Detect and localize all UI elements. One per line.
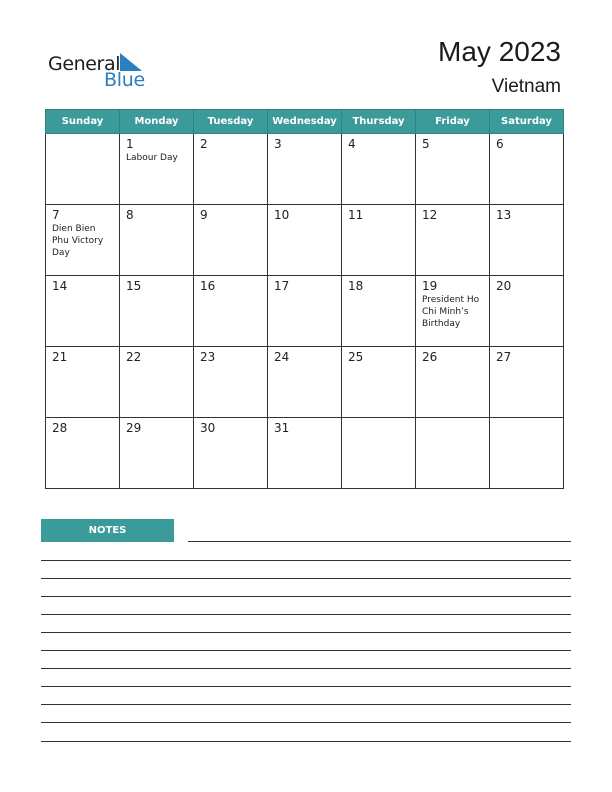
weekday-friday: Friday xyxy=(416,110,490,134)
calendar-week-row xyxy=(46,276,564,347)
calendar-day-cell xyxy=(194,276,268,347)
calendar-grid xyxy=(45,109,564,489)
calendar-week-row xyxy=(46,205,564,276)
day-number: 29 xyxy=(126,421,142,435)
calendar-day-cell xyxy=(120,134,194,205)
calendar-day-cell xyxy=(268,134,342,205)
calendar-day-cell xyxy=(120,205,194,276)
calendar-week-row xyxy=(46,134,564,205)
weekday-header-row xyxy=(46,110,564,134)
calendar-week-row xyxy=(46,347,564,418)
note-line xyxy=(41,668,571,669)
weekday-saturday: Saturday xyxy=(490,110,564,134)
day-number: 17 xyxy=(274,279,290,293)
holiday-label: President Ho Chi Minh’s Birthday xyxy=(422,295,480,329)
calendar-day-cell xyxy=(416,276,490,347)
note-line xyxy=(41,650,571,651)
day-number: 20 xyxy=(496,279,512,293)
calendar-day-cell xyxy=(342,347,416,418)
calendar-day-cell xyxy=(490,418,564,489)
calendar-day-cell xyxy=(120,418,194,489)
day-number: 24 xyxy=(274,350,290,364)
day-number: 23 xyxy=(200,350,216,364)
calendar-day-cell xyxy=(416,418,490,489)
day-number: 13 xyxy=(496,208,512,222)
country-name: Vietnam xyxy=(491,76,561,97)
calendar-day-cell xyxy=(490,276,564,347)
holiday-label: Dien Bien Phu Victory Day xyxy=(52,224,104,258)
day-number: 21 xyxy=(52,350,68,364)
calendar-day-cell xyxy=(416,205,490,276)
day-number: 12 xyxy=(422,208,438,222)
month-title: May 2023 xyxy=(438,36,561,67)
calendar-day-cell xyxy=(46,347,120,418)
calendar-day-cell xyxy=(268,276,342,347)
day-number: 1 xyxy=(126,137,134,151)
calendar-day-cell xyxy=(416,134,490,205)
day-number: 14 xyxy=(52,279,68,293)
calendar-day-cell xyxy=(268,418,342,489)
day-number: 8 xyxy=(126,208,134,222)
note-line xyxy=(41,741,571,742)
day-number: 31 xyxy=(274,421,290,435)
note-line xyxy=(41,686,571,687)
day-number: 5 xyxy=(422,137,430,151)
calendar-day-cell xyxy=(342,134,416,205)
weekday-sunday: Sunday xyxy=(46,110,120,134)
day-number: 10 xyxy=(274,208,290,222)
calendar-day-cell xyxy=(194,347,268,418)
day-number: 18 xyxy=(348,279,364,293)
calendar-day-cell xyxy=(46,205,120,276)
calendar-day-cell xyxy=(490,347,564,418)
calendar-day-cell xyxy=(194,134,268,205)
day-number: 30 xyxy=(200,421,216,435)
calendar-day-cell xyxy=(194,418,268,489)
day-number: 28 xyxy=(52,421,68,435)
note-line xyxy=(188,541,571,542)
note-line xyxy=(41,578,571,579)
weekday-monday: Monday xyxy=(120,110,194,134)
day-number: 22 xyxy=(126,350,142,364)
note-line xyxy=(41,560,571,561)
day-number: 4 xyxy=(348,137,356,151)
calendar-day-cell xyxy=(268,347,342,418)
logo-blue-text: Blue xyxy=(104,69,145,91)
note-line xyxy=(41,704,571,705)
day-number: 27 xyxy=(496,350,512,364)
note-line xyxy=(41,614,571,615)
calendar-day-cell xyxy=(490,205,564,276)
day-number: 15 xyxy=(126,279,142,293)
day-number: 6 xyxy=(496,137,504,151)
calendar-day-cell xyxy=(342,205,416,276)
calendar-day-cell xyxy=(416,347,490,418)
logo-general-text: General xyxy=(48,53,121,75)
day-number: 3 xyxy=(274,137,282,151)
calendar-day-cell xyxy=(46,276,120,347)
weekday-wednesday: Wednesday xyxy=(268,110,342,134)
day-number: 2 xyxy=(200,137,208,151)
holiday-label: Labour Day xyxy=(126,153,178,163)
note-line xyxy=(41,596,571,597)
day-number: 19 xyxy=(422,279,438,293)
calendar-day-cell xyxy=(120,276,194,347)
calendar-day-cell xyxy=(268,205,342,276)
weekday-tuesday: Tuesday xyxy=(194,110,268,134)
calendar-day-cell xyxy=(342,276,416,347)
notes-header: NOTES xyxy=(41,519,174,542)
logo xyxy=(48,52,158,92)
calendar-day-cell xyxy=(46,418,120,489)
weekday-thursday: Thursday xyxy=(342,110,416,134)
day-number: 11 xyxy=(348,208,364,222)
day-number: 25 xyxy=(348,350,364,364)
note-line xyxy=(41,632,571,633)
calendar-week-row xyxy=(46,418,564,489)
note-line xyxy=(41,722,571,723)
day-number: 7 xyxy=(52,208,60,222)
day-number: 26 xyxy=(422,350,438,364)
calendar-day-cell xyxy=(46,134,120,205)
calendar-day-cell xyxy=(120,347,194,418)
calendar-day-cell xyxy=(490,134,564,205)
calendar-day-cell xyxy=(194,205,268,276)
day-number: 16 xyxy=(200,279,216,293)
calendar-day-cell xyxy=(342,418,416,489)
day-number: 9 xyxy=(200,208,208,222)
